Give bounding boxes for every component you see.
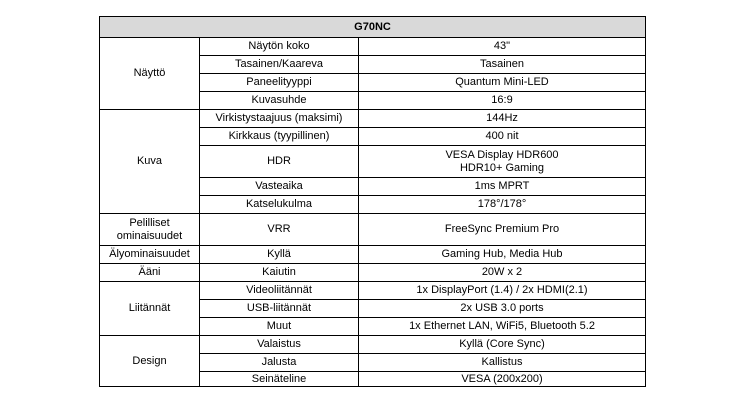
group-naytto: Näyttö: [100, 38, 200, 110]
row-label: Valaistus: [200, 336, 359, 354]
row-value: 43": [359, 38, 646, 56]
row-label: Paneelityyppi: [200, 74, 359, 92]
group-design: Design: [100, 336, 200, 387]
row-label: Videoliitännät: [200, 282, 359, 300]
row-label: Jalusta: [200, 354, 359, 372]
group-aani: Ääni: [100, 264, 200, 282]
table-row: [100, 336, 646, 354]
row-label: Tasainen/Kaareva: [200, 56, 359, 74]
row-value: 1x DisplayPort (1.4) / 2x HDMI(2.1): [359, 282, 646, 300]
row-value: FreeSync Premium Pro: [359, 214, 646, 246]
row-value: Tasainen: [359, 56, 646, 74]
table-row: [100, 110, 646, 128]
row-label: Vasteaika: [200, 178, 359, 196]
row-value: [359, 146, 646, 178]
row-label: HDR: [200, 146, 359, 178]
table-row: [100, 282, 646, 300]
row-label: USB-liitännät: [200, 300, 359, 318]
row-value: Quantum Mini-LED: [359, 74, 646, 92]
group-alyominaisuudet: Älyominaisuudet: [100, 246, 200, 264]
row-value: 144Hz: [359, 110, 646, 128]
hdr-value-line-1: VESA Display HDR600: [445, 148, 559, 161]
group-pelilliset: Pelilliset ominaisuudet: [100, 214, 200, 246]
group-liitannat: Liitännät: [100, 282, 200, 336]
row-label: Näytön koko: [200, 38, 359, 56]
row-value: 1ms MPRT: [359, 178, 646, 196]
row-value: Gaming Hub, Media Hub: [359, 246, 646, 264]
row-label: Muut: [200, 318, 359, 336]
row-label: Kaiutin: [200, 264, 359, 282]
row-label: VRR: [200, 214, 359, 246]
row-label: Katselukulma: [200, 196, 359, 214]
table-title: G70NC: [100, 17, 646, 38]
table-row: [100, 38, 646, 56]
row-value: Kallistus: [359, 354, 646, 372]
row-value: Kyllä (Core Sync): [359, 336, 646, 354]
row-value: 16:9: [359, 92, 646, 110]
row-value: 400 nit: [359, 128, 646, 146]
row-label: Seinäteline: [200, 372, 359, 387]
row-value: 178°/178°: [359, 196, 646, 214]
group-kuva: Kuva: [100, 110, 200, 214]
row-label: Virkistystaajuus (maksimi): [200, 110, 359, 128]
row-label: Kirkkaus (tyypillinen): [200, 128, 359, 146]
row-value: 1x Ethernet LAN, WiFi5, Bluetooth 5.2: [359, 318, 646, 336]
table-row: [100, 246, 646, 264]
row-label: Kyllä: [200, 246, 359, 264]
hdr-value-line-2: HDR10+ Gaming: [459, 161, 545, 174]
row-value: VESA (200x200): [359, 372, 646, 387]
row-value: 20W x 2: [359, 264, 646, 282]
row-label: Kuvasuhde: [200, 92, 359, 110]
row-value: 2x USB 3.0 ports: [359, 300, 646, 318]
table-row: [100, 264, 646, 282]
table-row: [100, 214, 646, 246]
spec-table: [99, 16, 646, 387]
